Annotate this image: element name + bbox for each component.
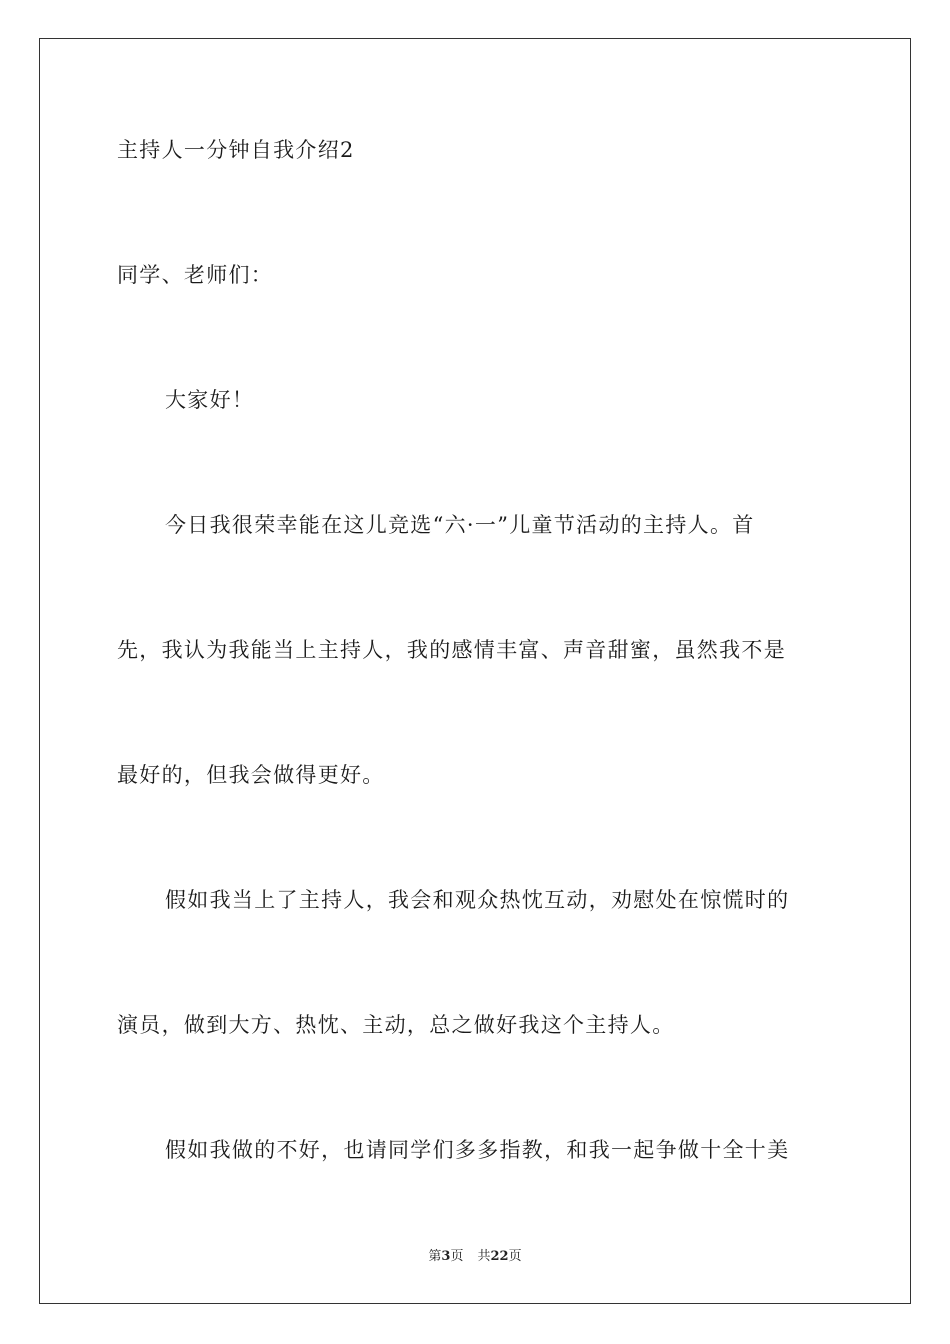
total-pages: 22 [490,1249,509,1264]
paragraph-line-5: 假如我当上了主持人，我会和观众热忱互动，劝慰处在惊慌时的 [165,888,790,912]
page-prefix: 第 [428,1249,442,1264]
page-border [39,38,911,1304]
greeting: 同学、老师们： [117,263,274,287]
paragraph-line-2: 今日我很荣幸能在这儿竞选“六·一”儿童节活动的主持人。首 [165,513,755,537]
paragraph-line-1: 大家好！ [165,388,255,412]
paragraph-line-4: 最好的，但我会做得更好。 [117,763,385,787]
paragraph-line-6: 演员，做到大方、热忱、主动，总之做好我这个主持人。 [117,1013,675,1037]
total-suffix: 页 [508,1249,522,1264]
total-prefix: 共 [477,1249,491,1264]
page-footer [0,1248,950,1266]
paragraph-line-7: 假如我做的不好，也请同学们多多指教，和我一起争做十全十美 [165,1138,790,1162]
page-number: 3 [441,1249,451,1264]
document-title: 主持人一分钟自我介绍2 [117,138,355,162]
page-suffix: 页 [450,1249,464,1264]
paragraph-line-3: 先，我认为我能当上主持人，我的感情丰富、声音甜蜜，虽然我不是 [117,638,786,662]
